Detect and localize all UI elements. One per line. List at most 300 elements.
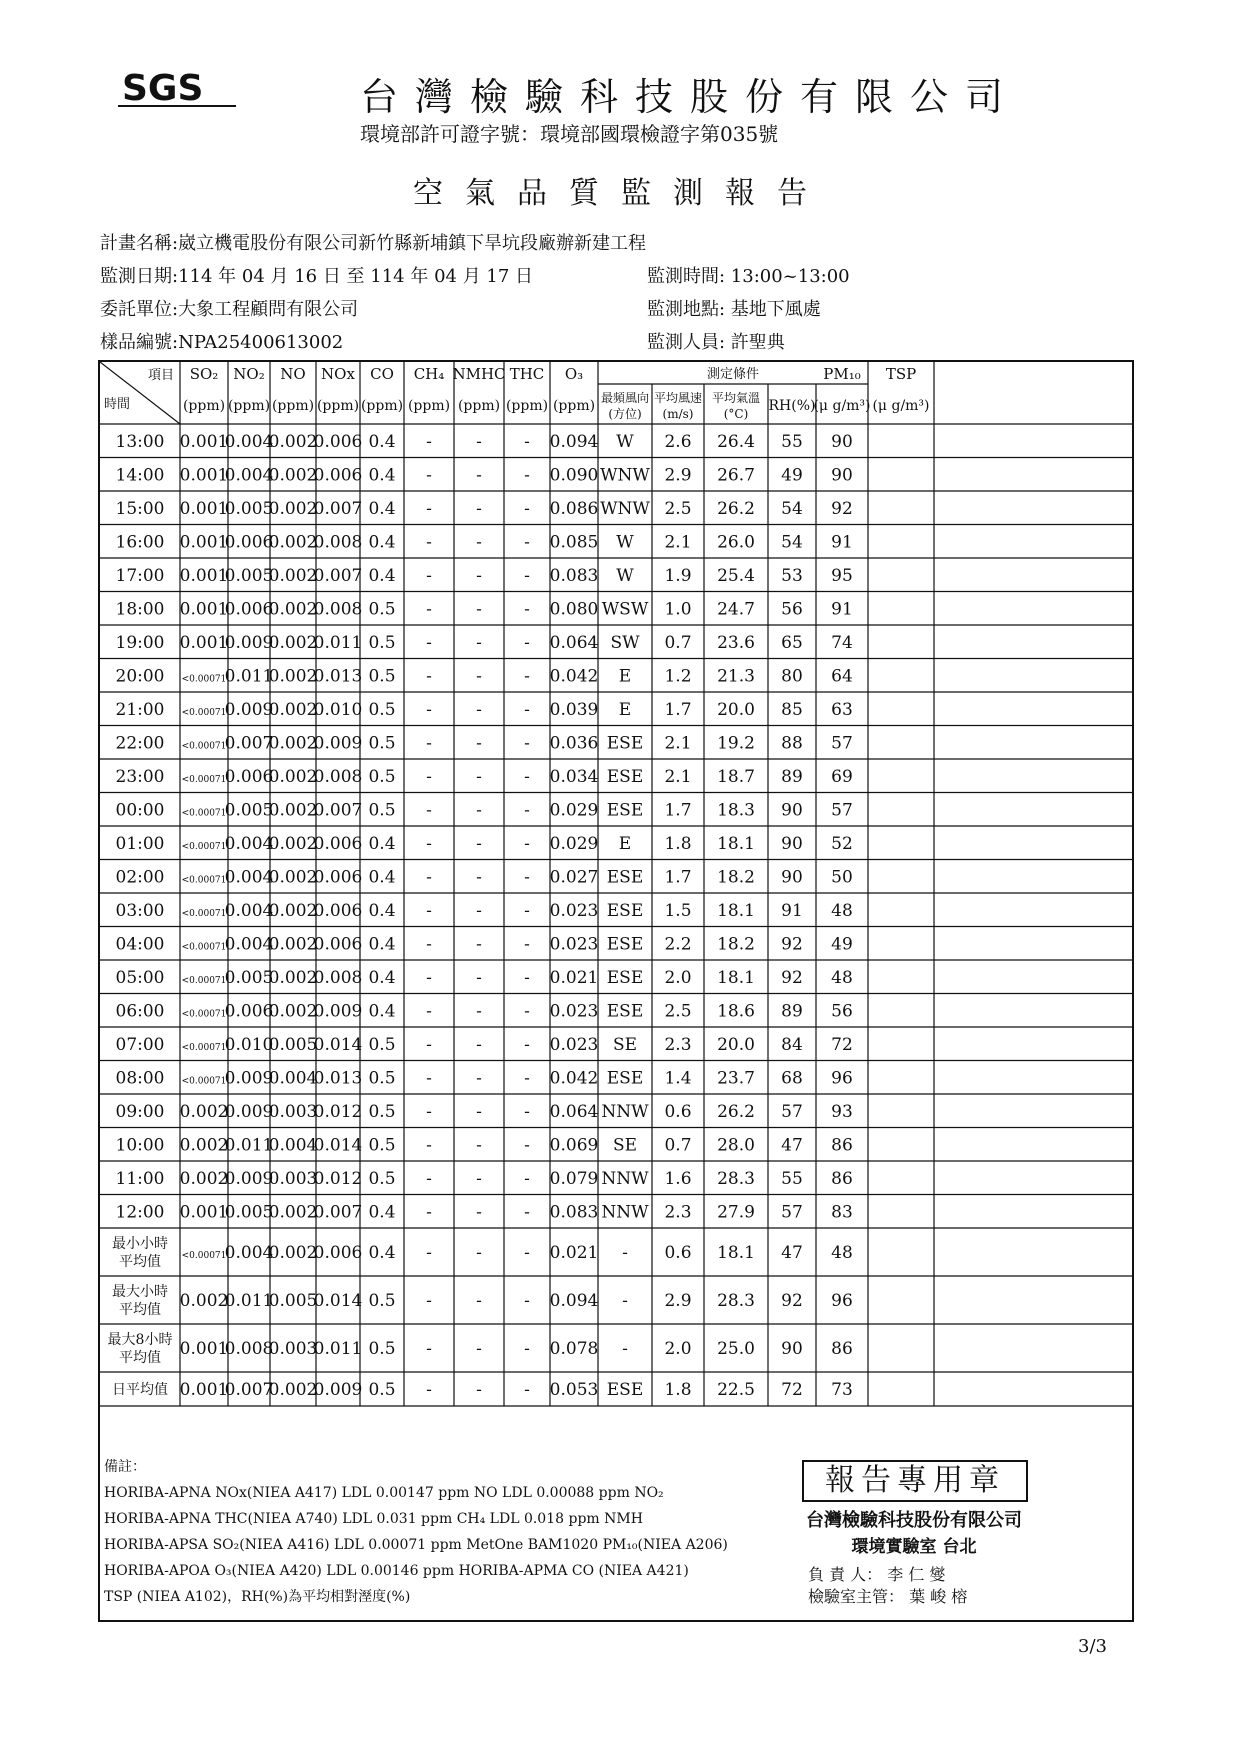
- table-cell: 26.2: [717, 498, 755, 519]
- table-cell: 0.002: [268, 1001, 318, 1022]
- table-cell: 91: [831, 532, 853, 553]
- table-cell: 22.5: [717, 1380, 755, 1400]
- row-time: 18:00: [115, 599, 165, 620]
- table-cell: 2.0: [664, 967, 692, 988]
- table-cell: 74: [831, 632, 853, 653]
- table-cell: -: [476, 1380, 482, 1400]
- table-cell: 18.6: [717, 1001, 755, 1022]
- table-cell: 0.002: [268, 599, 318, 620]
- table-cell: 0.009: [224, 1068, 274, 1089]
- table-cell: -: [524, 1202, 530, 1223]
- summary-label-2: 平均值: [119, 1350, 161, 1366]
- table-cell: 86: [831, 1168, 853, 1189]
- table-cell: -: [476, 1001, 482, 1022]
- table-cell: 0.004: [224, 900, 274, 921]
- table-cell: -: [524, 565, 530, 586]
- table-cell: 0.006: [313, 1243, 363, 1263]
- table-cell: 92: [781, 934, 803, 955]
- table-cell: 53: [781, 565, 803, 586]
- table-cell: 72: [831, 1034, 853, 1055]
- table-cell: -: [476, 565, 482, 586]
- table-cell: 0.009: [313, 1380, 363, 1400]
- table-cell: 92: [781, 1291, 803, 1311]
- table-cell: 86: [831, 1135, 853, 1156]
- table-cell: ESE: [606, 1068, 644, 1089]
- table-cell: 0.010: [224, 1034, 274, 1055]
- table-cell: 55: [781, 1168, 803, 1189]
- table-cell: 0.002: [268, 1243, 318, 1263]
- table-cell: -: [426, 1034, 432, 1055]
- table-cell: 2.1: [664, 766, 692, 787]
- table-cell: -: [426, 934, 432, 955]
- table-cell: 0.079: [549, 1168, 599, 1189]
- row-time: 03:00: [115, 900, 165, 921]
- table-cell: 0.094: [549, 431, 599, 452]
- table-cell: ESE: [606, 934, 644, 955]
- table-cell: <0.00071: [181, 1042, 227, 1053]
- table-cell: 0.002: [268, 532, 318, 553]
- table-cell: <0.00071: [181, 808, 227, 819]
- row-time: 02:00: [115, 867, 165, 888]
- table-cell: -: [476, 900, 482, 921]
- plan-name: 計畫名稱:崴立機電股份有限公司新竹縣新埔鎮下旱坑段廠辦新建工程: [100, 233, 647, 254]
- table-cell: 0.5: [368, 699, 396, 720]
- table-cell: 0.034: [549, 766, 599, 787]
- row-time: 04:00: [115, 934, 165, 955]
- table-cell: 0.002: [268, 465, 318, 486]
- header-name: NO₂: [233, 365, 265, 383]
- header-sub-label: 平均氣溫: [711, 391, 761, 405]
- row-time: 01:00: [115, 833, 165, 854]
- table-cell: 0.4: [368, 1001, 396, 1022]
- table-cell: 0.005: [224, 800, 274, 821]
- table-cell: NNW: [601, 1202, 649, 1223]
- table-cell: 92: [831, 498, 853, 519]
- notes-label: 備註：: [104, 1459, 146, 1475]
- table-cell: 0.007: [313, 565, 363, 586]
- table-cell: 0.002: [268, 431, 318, 452]
- table-cell: 0.006: [224, 532, 274, 553]
- table-cell: 0.014: [313, 1291, 363, 1311]
- page-number: 3/3: [1078, 1636, 1107, 1657]
- table-cell: 0.5: [368, 1101, 396, 1122]
- table-cell: 0.5: [368, 599, 396, 620]
- table-cell: 0.005: [224, 565, 274, 586]
- table-cell: -: [426, 1380, 432, 1400]
- table-cell: -: [524, 733, 530, 754]
- table-cell: 47: [781, 1243, 803, 1263]
- row-time: 05:00: [115, 967, 165, 988]
- row-time: 22:00: [115, 733, 165, 754]
- table-cell: 18.7: [717, 766, 755, 787]
- table-cell: 0.002: [268, 1380, 318, 1400]
- table-cell: 88: [781, 733, 803, 754]
- table-cell: -: [476, 599, 482, 620]
- table-cell: 0.4: [368, 532, 396, 553]
- table-cell: 1.8: [664, 833, 692, 854]
- table-cell: 0.013: [313, 666, 363, 687]
- table-cell: -: [524, 666, 530, 687]
- table-cell: -: [622, 1291, 628, 1311]
- table-cell: 2.0: [664, 1339, 692, 1359]
- table-cell: 57: [831, 800, 853, 821]
- header-unit: (μ g/m³): [872, 398, 930, 414]
- table-cell: 26.4: [717, 431, 755, 452]
- table-cell: 0.5: [368, 632, 396, 653]
- table-cell: -: [426, 900, 432, 921]
- table-cell: 2.1: [664, 733, 692, 754]
- table-cell: -: [476, 1135, 482, 1156]
- header-name: SO₂: [189, 365, 219, 383]
- table-cell: 2.5: [664, 1001, 692, 1022]
- table-cell: 1.4: [664, 1068, 692, 1089]
- table-cell: -: [524, 465, 530, 486]
- table-cell: -: [426, 666, 432, 687]
- table-cell: -: [476, 1101, 482, 1122]
- table-cell: 90: [831, 431, 853, 452]
- table-grid: [100, 362, 1132, 1620]
- table-cell: <0.00071: [181, 1251, 227, 1261]
- table-cell: -: [426, 800, 432, 821]
- header-unit: (ppm): [552, 398, 596, 414]
- table-cell: 0.012: [313, 1101, 363, 1122]
- table-cell: 0.001: [179, 565, 229, 586]
- table-cell: 0.006: [313, 431, 363, 452]
- table-cell: 0.002: [268, 833, 318, 854]
- table-cell: 0.002: [179, 1168, 229, 1189]
- table-cell: 72: [781, 1380, 803, 1400]
- corner-time-label: 時間: [104, 397, 131, 412]
- table-cell: 55: [781, 431, 803, 452]
- table-cell: 83: [831, 1202, 853, 1223]
- table-cell: WNW: [600, 465, 650, 486]
- table-cell: 2.2: [664, 934, 692, 955]
- table-cell: 0.005: [224, 967, 274, 988]
- table-cell: -: [426, 833, 432, 854]
- table-cell: 0.008: [313, 766, 363, 787]
- table-cell: 48: [831, 967, 853, 988]
- table-cell: 0.002: [268, 498, 318, 519]
- table-cell: 0.006: [313, 900, 363, 921]
- table-cell: 0.013: [313, 1068, 363, 1089]
- table-cell: -: [426, 699, 432, 720]
- table-cell: 0.6: [664, 1101, 692, 1122]
- header-unit: (ppm): [505, 398, 549, 414]
- table-cell: -: [426, 867, 432, 888]
- table-cell: -: [476, 1291, 482, 1311]
- table-cell: 0.007: [313, 498, 363, 519]
- row-time: 10:00: [115, 1135, 165, 1156]
- table-cell: -: [524, 1243, 530, 1263]
- table-cell: 0.042: [549, 1068, 599, 1089]
- table-cell: -: [524, 1034, 530, 1055]
- table-cell: 0.007: [313, 800, 363, 821]
- table-cell: -: [426, 733, 432, 754]
- table-cell: <0.00071: [181, 975, 227, 986]
- table-cell: -: [476, 1068, 482, 1089]
- table-cell: 0.078: [549, 1339, 599, 1359]
- row-time: 15:00: [115, 498, 165, 519]
- table-cell: E: [618, 833, 632, 854]
- table-cell: 56: [781, 599, 803, 620]
- table-cell: 0.007: [313, 1202, 363, 1223]
- table-cell: 0.001: [179, 498, 229, 519]
- table-cell: ESE: [606, 967, 644, 988]
- table-cell: 0.021: [549, 1243, 599, 1263]
- table-cell: 18.1: [717, 967, 755, 988]
- table-cell: SE: [612, 1034, 638, 1055]
- row-time: 19:00: [115, 632, 165, 653]
- row-time: 09:00: [115, 1101, 165, 1122]
- table-cell: 20.0: [717, 1034, 755, 1055]
- notes: [104, 1454, 728, 1610]
- table-cell: 96: [831, 1068, 853, 1089]
- stamp-lab: 環境實驗室 台北: [851, 1537, 977, 1557]
- table-cell: 0.4: [368, 565, 396, 586]
- table-cell: SE: [612, 1135, 638, 1156]
- table-cell: 0.4: [368, 1202, 396, 1223]
- table-cell: -: [524, 699, 530, 720]
- header-name: THC: [509, 365, 545, 383]
- table-cell: 0.009: [313, 1001, 363, 1022]
- table-cell: 18.3: [717, 800, 755, 821]
- summary-label: 最大8小時: [107, 1332, 173, 1348]
- row-time: 17:00: [115, 565, 165, 586]
- table-cell: 0.002: [268, 934, 318, 955]
- table-cell: -: [476, 934, 482, 955]
- table-cell: 69: [831, 766, 853, 787]
- table-cell: -: [524, 967, 530, 988]
- table-cell: 0.5: [368, 1034, 396, 1055]
- header-name: PM₁₀: [823, 365, 861, 383]
- table-cell: -: [476, 465, 482, 486]
- table-cell: 23.7: [717, 1068, 755, 1089]
- table-cell: 0.002: [179, 1291, 229, 1311]
- table-cell: -: [426, 1243, 432, 1263]
- table-cell: 26.0: [717, 532, 755, 553]
- table-cell: 0.005: [268, 1034, 318, 1055]
- table-cell: <0.00071: [181, 741, 227, 752]
- table-cell: -: [476, 967, 482, 988]
- table-cell: 2.9: [664, 1291, 692, 1311]
- table-cell: -: [524, 1339, 530, 1359]
- table-cell: -: [426, 1168, 432, 1189]
- company-name: 台灣檢驗科技股份有限公司: [360, 75, 1021, 119]
- table-cell: -: [476, 699, 482, 720]
- table-cell: 0.4: [368, 465, 396, 486]
- table-cell: 0.004: [224, 867, 274, 888]
- table-cell: 57: [781, 1101, 803, 1122]
- table-cell: 1.2: [664, 666, 692, 687]
- table-cell: 0.004: [224, 833, 274, 854]
- table-cell: 0.006: [313, 934, 363, 955]
- table-cell: 0.5: [368, 1068, 396, 1089]
- table-cell: 28.3: [717, 1168, 755, 1189]
- table-cell: 2.3: [664, 1202, 692, 1223]
- table-cell: 18.2: [717, 934, 755, 955]
- table-cell: 0.4: [368, 431, 396, 452]
- row-time: 11:00: [115, 1168, 165, 1189]
- summary-label: 最小小時: [112, 1236, 168, 1252]
- table-cell: -: [426, 1339, 432, 1359]
- table-cell: -: [426, 599, 432, 620]
- header-unit: (ppm): [271, 398, 315, 414]
- table-cell: W: [616, 532, 634, 553]
- table-cell: -: [524, 934, 530, 955]
- table-cell: -: [426, 1068, 432, 1089]
- table-cell: 2.9: [664, 465, 692, 486]
- table-cell: -: [524, 532, 530, 553]
- table-cell: -: [524, 800, 530, 821]
- table-cell: 0.5: [368, 1135, 396, 1156]
- header-unit: (ppm): [407, 398, 451, 414]
- table-cell: 90: [781, 833, 803, 854]
- table-cell: -: [426, 565, 432, 586]
- table-cell: 0.001: [179, 1339, 229, 1359]
- header-sub-label: 平均風速: [653, 391, 703, 405]
- table-cell: NNW: [601, 1168, 649, 1189]
- table-cell: 0.006: [313, 833, 363, 854]
- row-time: 12:00: [115, 1202, 165, 1223]
- row-time: 23:00: [115, 766, 165, 787]
- table-cell: -: [426, 465, 432, 486]
- table-cell: 48: [831, 900, 853, 921]
- table-cell: 2.5: [664, 498, 692, 519]
- table-cell: -: [426, 498, 432, 519]
- stamp-lab-head: 檢驗室主管： 葉 峻 榕: [808, 1587, 968, 1606]
- header-name: NOx: [321, 365, 355, 383]
- table-cell: 1.7: [664, 699, 692, 720]
- corner-item-label: 項目: [147, 368, 174, 383]
- table-cell: -: [524, 1291, 530, 1311]
- table-cell: 0.029: [549, 800, 599, 821]
- table-cell: 0.007: [224, 733, 274, 754]
- table-cell: <0.00071: [181, 875, 227, 886]
- table-cell: -: [476, 1202, 482, 1223]
- table-cell: -: [524, 1101, 530, 1122]
- table-cell: <0.00071: [181, 1009, 227, 1020]
- table-cell: 0.001: [179, 1380, 229, 1400]
- table-cell: 25.4: [717, 565, 755, 586]
- table-cell: 0.009: [313, 733, 363, 754]
- table-cell: -: [524, 766, 530, 787]
- table-cell: 0.083: [549, 565, 599, 586]
- table-cell: 0.006: [313, 867, 363, 888]
- table-cell: 57: [831, 733, 853, 754]
- table-cell: 65: [781, 632, 803, 653]
- table-cell: 0.5: [368, 733, 396, 754]
- report-title: 空氣品質監測報告: [413, 176, 829, 211]
- table-cell: 19.2: [717, 733, 755, 754]
- table-cell: 0.003: [268, 1101, 318, 1122]
- table-cell: 0.009: [224, 699, 274, 720]
- table-cell: 24.7: [717, 599, 755, 620]
- table-cell: 0.001: [179, 632, 229, 653]
- header-unit: (μ g/m³): [813, 398, 871, 414]
- table-cell: 73: [831, 1380, 853, 1400]
- table-cell: NNW: [601, 1101, 649, 1122]
- client-name: 委託單位:大象工程顧問有限公司: [100, 299, 359, 320]
- row-time: 20:00: [115, 666, 165, 687]
- table-cell: 0.009: [224, 632, 274, 653]
- table-cell: <0.00071: [181, 774, 227, 785]
- table-cell: 0.010: [313, 699, 363, 720]
- table-cell: -: [476, 867, 482, 888]
- note-line: HORIBA-APOA O₃(NIEA A420) LDL 0.00146 ppm HORIBA-APMA CO (NIEA A421): [104, 1563, 689, 1579]
- table-cell: 23.6: [717, 632, 755, 653]
- table-cell: 0.7: [664, 1135, 692, 1156]
- table-cell: -: [476, 733, 482, 754]
- table-cell: 93: [831, 1101, 853, 1122]
- table-cell: 18.2: [717, 867, 755, 888]
- table-cell: 0.064: [549, 1101, 599, 1122]
- table-cell: <0.00071: [181, 841, 227, 852]
- header-name: O₃: [564, 365, 584, 383]
- table-cell: -: [426, 1202, 432, 1223]
- row-time: 00:00: [115, 800, 165, 821]
- table-cell: 63: [831, 699, 853, 720]
- table-cell: 52: [831, 833, 853, 854]
- table-cell: 0.004: [268, 1068, 318, 1089]
- table-cell: WNW: [600, 498, 650, 519]
- note-line: HORIBA-APNA THC(NIEA A740) LDL 0.031 ppm CH₄ LDL 0.018 ppm NMH: [104, 1511, 643, 1527]
- table-cell: -: [476, 431, 482, 452]
- table-cell: 0.094: [549, 1291, 599, 1311]
- stamp-company: 台灣檢驗科技股份有限公司: [806, 1510, 1022, 1531]
- table-cell: W: [616, 565, 634, 586]
- table-cell: 0.004: [224, 465, 274, 486]
- table-cell: 1.6: [664, 1168, 692, 1189]
- table-cell: E: [618, 666, 632, 687]
- table-cell: 0.023: [549, 934, 599, 955]
- row-time: 13:00: [115, 431, 165, 452]
- summary-label: 日平均值: [112, 1382, 168, 1398]
- note-line: HORIBA-APSA SO₂(NIEA A416) LDL 0.00071 ppm MetOne BAM1020 PM₁₀(NIEA A206): [104, 1537, 728, 1553]
- table-cell: 27.9: [717, 1202, 755, 1223]
- table-cell: 0.008: [224, 1339, 274, 1359]
- table-cell: 0.006: [224, 599, 274, 620]
- header-unit: (ppm): [360, 398, 404, 414]
- table-cell: 0.009: [224, 1168, 274, 1189]
- table-cell: 0.006: [224, 1001, 274, 1022]
- table-cell: WSW: [601, 599, 649, 620]
- table-cell: 91: [831, 599, 853, 620]
- sample-number: 樣品編號:NPA25400613002: [100, 332, 344, 353]
- row-time: 16:00: [115, 532, 165, 553]
- summary-label: 最大小時: [112, 1284, 168, 1300]
- table-cell: 0.5: [368, 1380, 396, 1400]
- table-cell: 28.3: [717, 1291, 755, 1311]
- table-cell: 0.083: [549, 1202, 599, 1223]
- table-cell: 0.6: [664, 1243, 692, 1263]
- table-cell: ESE: [606, 1380, 644, 1400]
- table-cell: 0.011: [224, 1135, 274, 1156]
- table-cell: 0.001: [179, 431, 229, 452]
- group-label: 測定條件: [706, 367, 760, 382]
- table-cell: 56: [831, 1001, 853, 1022]
- header-sub-unit: (方位): [608, 407, 642, 421]
- table-cell: 96: [831, 1291, 853, 1311]
- table-cell: 0.027: [549, 867, 599, 888]
- table-cell: 54: [781, 498, 803, 519]
- table-cell: 0.004: [224, 431, 274, 452]
- table-cell: 20.0: [717, 699, 755, 720]
- table-cell: 1.8: [664, 1380, 692, 1400]
- table-cell: 0.011: [313, 1339, 363, 1359]
- table-cell: 84: [781, 1034, 803, 1055]
- table-cell: 64: [831, 666, 853, 687]
- table-cell: 0.039: [549, 699, 599, 720]
